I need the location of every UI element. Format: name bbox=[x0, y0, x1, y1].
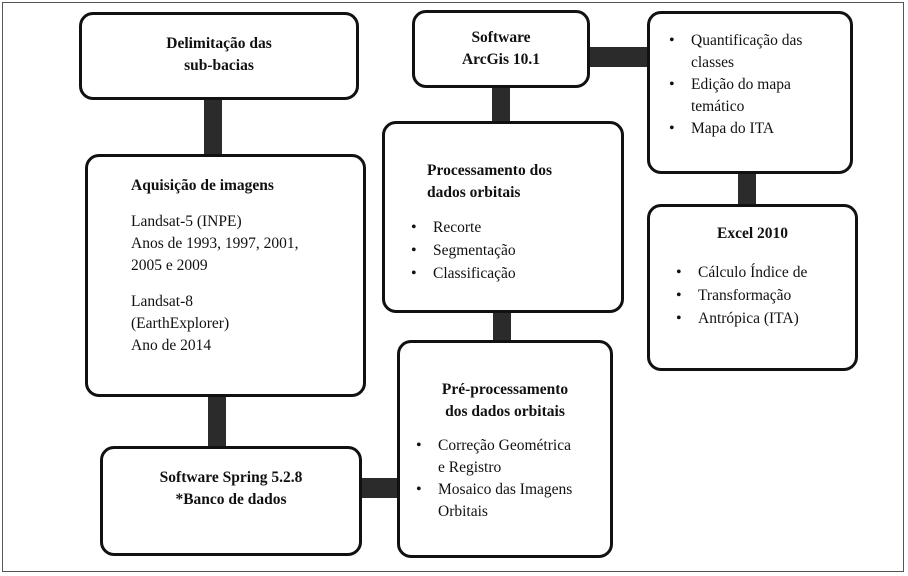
box-arcgis-title-line1: Software bbox=[471, 29, 531, 46]
aquisicao-line: Landsat-8 bbox=[131, 293, 193, 310]
box-preprocessamento bbox=[397, 340, 613, 558]
preprocessamento-item-line: e Registro bbox=[438, 459, 502, 476]
aquisicao-line: Anos de 1993, 1997, 2001, bbox=[131, 235, 299, 252]
preprocessamento-item bbox=[438, 479, 610, 523]
connector-spring-preprocessamento bbox=[360, 478, 400, 498]
task-item-line: • Edição do mapa bbox=[691, 76, 791, 93]
task-item-line: temático bbox=[691, 98, 745, 115]
connector-preprocessamento-processamento bbox=[493, 311, 511, 342]
box-processamento-title-line1: Processamento dos bbox=[427, 162, 552, 179]
processamento-item: • Classificação bbox=[433, 262, 621, 285]
aquisicao-line: (EarthExplorer) bbox=[131, 315, 230, 332]
task-item-line: • Mapa do ITA bbox=[691, 120, 775, 137]
box-excel bbox=[647, 204, 858, 371]
connector-arcgis-tasks bbox=[588, 47, 650, 67]
aquisicao-line: Landsat-5 (INPE) bbox=[131, 213, 242, 230]
preprocessamento-item bbox=[438, 435, 610, 479]
connector-tasks-excel bbox=[738, 172, 756, 206]
box-spring-title-line2: *Banco de dados bbox=[175, 491, 287, 508]
processamento-item: • Recorte bbox=[433, 216, 621, 239]
excel-item: • Cálculo Índice de bbox=[698, 261, 855, 284]
preprocessamento-item-line: Orbitais bbox=[438, 503, 488, 520]
task-item bbox=[691, 30, 850, 74]
task-item bbox=[691, 118, 850, 140]
box-preprocessamento-title-line1: Pré-processamento bbox=[441, 381, 569, 398]
box-preprocessamento-title-line2: dos dados orbitais bbox=[445, 403, 565, 420]
excel-item: • Transformação bbox=[698, 284, 855, 307]
aquisicao-line: Ano de 2014 bbox=[131, 337, 212, 354]
connector-processamento-arcgis bbox=[492, 86, 510, 123]
box-spring-title-line1: Software Spring 5.2.8 bbox=[159, 469, 303, 486]
box-delimitacao-title-line1: Delimitação das bbox=[166, 35, 272, 52]
task-item-line: • Quantificação das bbox=[691, 32, 803, 49]
aquisicao-line: 2005 e 2009 bbox=[131, 257, 208, 274]
task-item bbox=[691, 74, 850, 118]
processamento-item: • Segmentação bbox=[433, 239, 621, 262]
box-delimitacao bbox=[79, 12, 359, 100]
task-item-line: classes bbox=[691, 54, 735, 71]
box-excel-title: Excel 2010 bbox=[716, 225, 789, 242]
preprocessamento-item-line: • Correção Geométrica bbox=[438, 437, 571, 454]
preprocessamento-item-line: • Mosaico das Imagens bbox=[438, 481, 573, 498]
connector-delimitacao-aquisicao bbox=[204, 98, 222, 156]
box-processamento bbox=[382, 121, 624, 313]
box-arcgis bbox=[412, 10, 590, 88]
excel-item: • Antrópica (ITA) bbox=[698, 307, 855, 330]
box-spring bbox=[100, 446, 362, 556]
box-arcgis-tasks bbox=[647, 11, 853, 174]
connector-aquisicao-spring bbox=[208, 395, 226, 447]
box-aquisicao bbox=[85, 154, 366, 397]
box-aquisicao-title: Aquisição de imagens bbox=[131, 177, 274, 194]
box-delimitacao-title-line2: sub-bacias bbox=[184, 57, 254, 74]
box-arcgis-title-line2: ArcGis 10.1 bbox=[461, 51, 541, 68]
box-processamento-title-line2: dados orbitais bbox=[427, 184, 521, 201]
